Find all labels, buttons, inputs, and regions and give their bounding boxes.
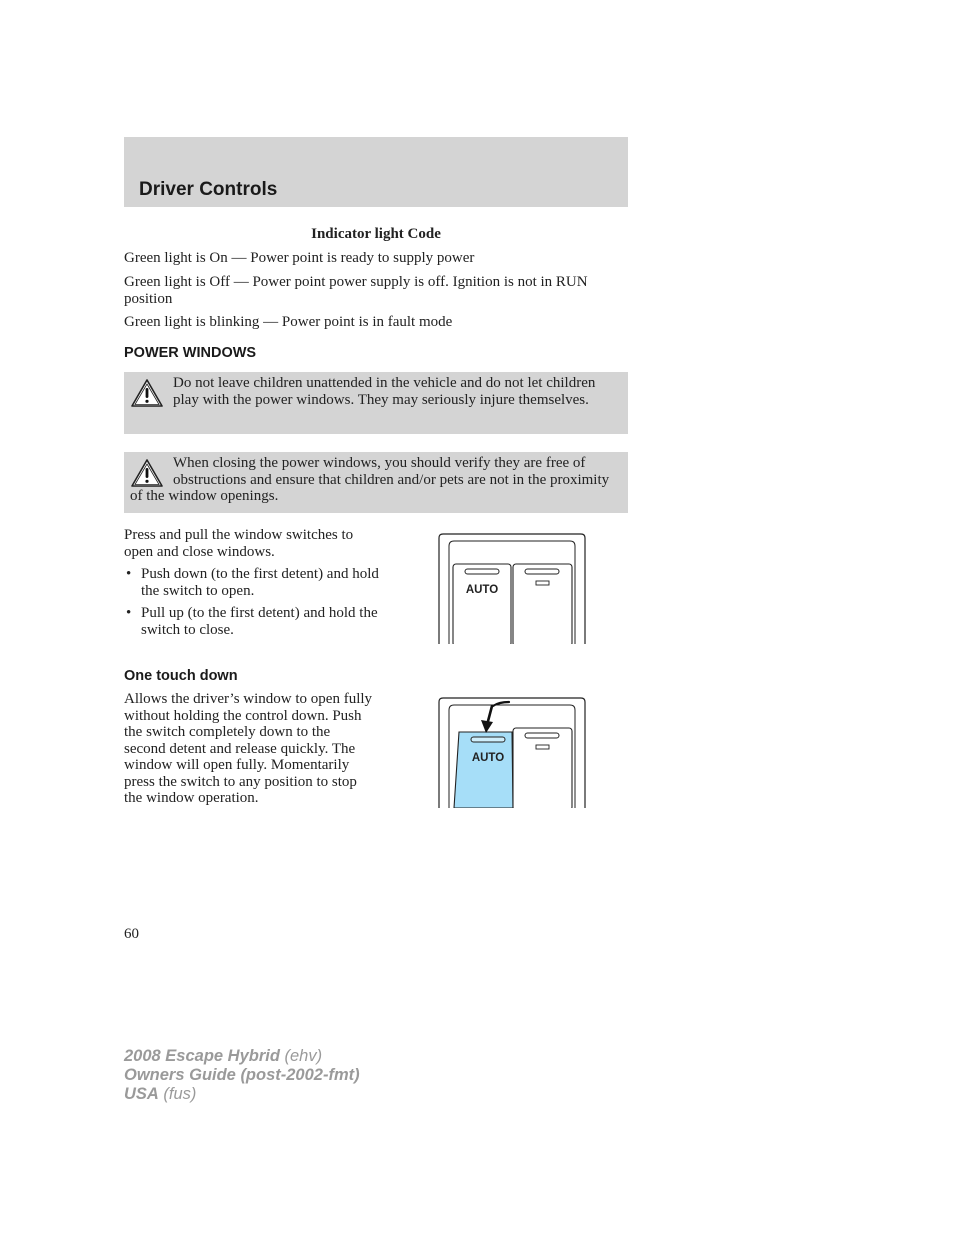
one-touch-switch-illustration (437, 696, 587, 808)
bullet-push-down: • Push down (to the first detent) and hold the switch to open. (124, 566, 384, 599)
auto-label: AUTO (465, 584, 499, 596)
section-title: Driver Controls (139, 179, 278, 200)
warning-triangle-icon (130, 378, 164, 408)
warning-box-obstructions (124, 452, 628, 513)
document-footer (124, 1047, 360, 1104)
page-number: 60 (124, 926, 139, 942)
section-header (124, 137, 628, 207)
warning-text-children: Do not leave children unattended in the vehicle and do not let children play with the power windows. They may seriously injure themselves. (173, 375, 596, 408)
power-windows-intro: Press and pull the window switches to open and close windows. (124, 527, 354, 560)
power-windows-heading: POWER WINDOWS (124, 345, 257, 361)
indicator-title: Indicator light Code (311, 226, 441, 242)
one-touch-heading: One touch down (124, 668, 238, 684)
power-windows-bullets (124, 566, 384, 644)
warning-box-children (124, 372, 628, 434)
window-switch-illustration (437, 532, 587, 644)
indicator-line-blinking: Green light is blinking — Power point is in fault mode (124, 314, 453, 330)
indicator-line-on: Green light is On — Power point is ready to supply power (124, 250, 475, 266)
footer-line-1: 2008 Escape Hybrid (ehv) (124, 1047, 323, 1065)
bullet-pull-up: • Pull up (to the first detent) and hold the switch to close. (124, 605, 384, 638)
footer-line-2: Owners Guide (post-2002-fmt) (124, 1066, 360, 1084)
footer-line-3: USA (fus) (124, 1085, 197, 1103)
indicator-line-off: Green light is Off — Power point power supply is off. Ignition is not in RUN position (124, 274, 588, 307)
one-touch-text: Allows the driver’s window to open fully without holding the control down. Push the switch completely down to the second detent and release quickly. The window will open fully. Momentarily press the switch to any position to stop the window operation. (124, 691, 373, 806)
warning-triangle-icon (130, 458, 164, 488)
pressed-switch (454, 732, 513, 808)
auto-label: AUTO (471, 752, 505, 764)
warning-text-obstructions: When closing the power windows, you should verify they are free of obstructions and ensure that children and/or pets are not in the proximity of the window openings. (130, 455, 610, 504)
